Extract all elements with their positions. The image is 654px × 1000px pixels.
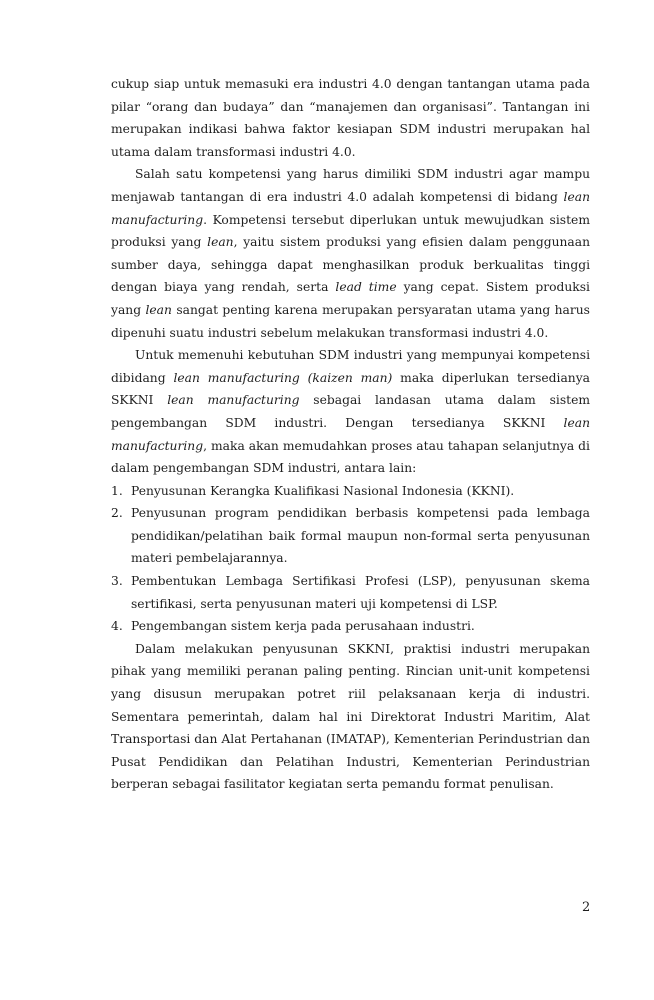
italic-term: lean manufacturing [167, 393, 300, 408]
list-number: 4. [111, 619, 123, 634]
list-item [111, 502, 590, 570]
page-number: 2 [582, 900, 591, 915]
list-text: Pembentukan Lembaga Sertifikasi Profesi (LSP), penyusunan skema sertifikasi, serta penyusunan materi uji kompetensi di LSP. [131, 574, 590, 611]
list-item [111, 570, 590, 615]
list-number: 3. [111, 574, 123, 589]
italic-term: lean [145, 302, 172, 317]
list-number: 1. [111, 483, 123, 498]
paragraph-1: cukup siap untuk memasuki era industri 4.0 dengan tantangan utama pada pilar “orang dan budaya” dan “manajemen dan organisasi”. Tantangan ini merupakan indikasi bahwa faktor kesiapan SDM industri merupakan hal utama dalam transformasi industri 4.0. [111, 77, 590, 159]
italic-term: lead time [335, 280, 397, 295]
italic-term: lean [207, 235, 234, 250]
list-item [111, 480, 590, 503]
paragraph-4: Dalam melakukan penyusunan SKKNI, praktisi industri merupakan pihak yang memiliki peranan paling penting. Rincian unit-unit kompetensi yang disusun merupakan potret riil pelaksanaan kerja di industri. Sementara pemerintah, dalam hal ini Direktorat Industri Maritim, Alat Transportasi dan Alat Pertahanan (IMATAP), Kementerian Perindustrian dan Pusat Pendidikan dan Pelatihan Industri, Kementerian Perindustrian berperan sebagai fasilitator kegiatan serta pemandu format penulisan. [111, 641, 590, 792]
numbered-list [111, 480, 590, 638]
list-text: Penyusunan Kerangka Kualifikasi Nasional Indonesia (KKNI). [131, 483, 515, 498]
document-body [111, 73, 590, 796]
italic-term: lean manufacturing [111, 189, 590, 227]
paragraph-2: Salah satu kompetensi yang harus dimiliki SDM industri agar mampu menjawab tantangan di era industri 4.0 adalah kompetensi di bidang lean manufacturing. Kompetensi tersebut diperlukan untuk mewujudkan sistem produksi yang lean, yaitu sistem produksi yang efisien dalam penggunaan sumber daya, sehingga dapat menghasilkan produk berkualitas tinggi dengan biaya yang rendah, serta lead time yang cepat. Sistem produksi yang lean sangat penting karena merupakan persyaratan utama yang harus dipenuhi suatu industri sebelum melakukan transformasi industri 4.0. [111, 167, 590, 340]
italic-term: lean manufacturing [111, 415, 590, 453]
list-item [111, 615, 590, 638]
paragraph-3: Untuk memenuhi kebutuhan SDM industri yang mempunyai kompetensi dibidang lean manufacturing (kaizen man) maka diperlukan tersedianya SKKNI lean manufacturing sebagai landasan utama dalam sistem pengembangan SDM industri. Dengan tersedianya SKKNI lean manufacturing, maka akan memudahkan proses atau tahapan selanjutnya di dalam pengembangan SDM industri, antara lain: [111, 348, 591, 476]
list-text: Penyusunan program pendidikan berbasis kompetensi pada lembaga pendidikan/pelatihan baik formal maupun non-formal serta penyusunan materi pembelajarannya. [131, 506, 590, 566]
list-number: 2. [111, 506, 123, 521]
italic-term: lean manufacturing (kaizen man) [173, 370, 393, 385]
list-text: Pengembangan sistem kerja pada perusahaan industri. [131, 619, 475, 634]
